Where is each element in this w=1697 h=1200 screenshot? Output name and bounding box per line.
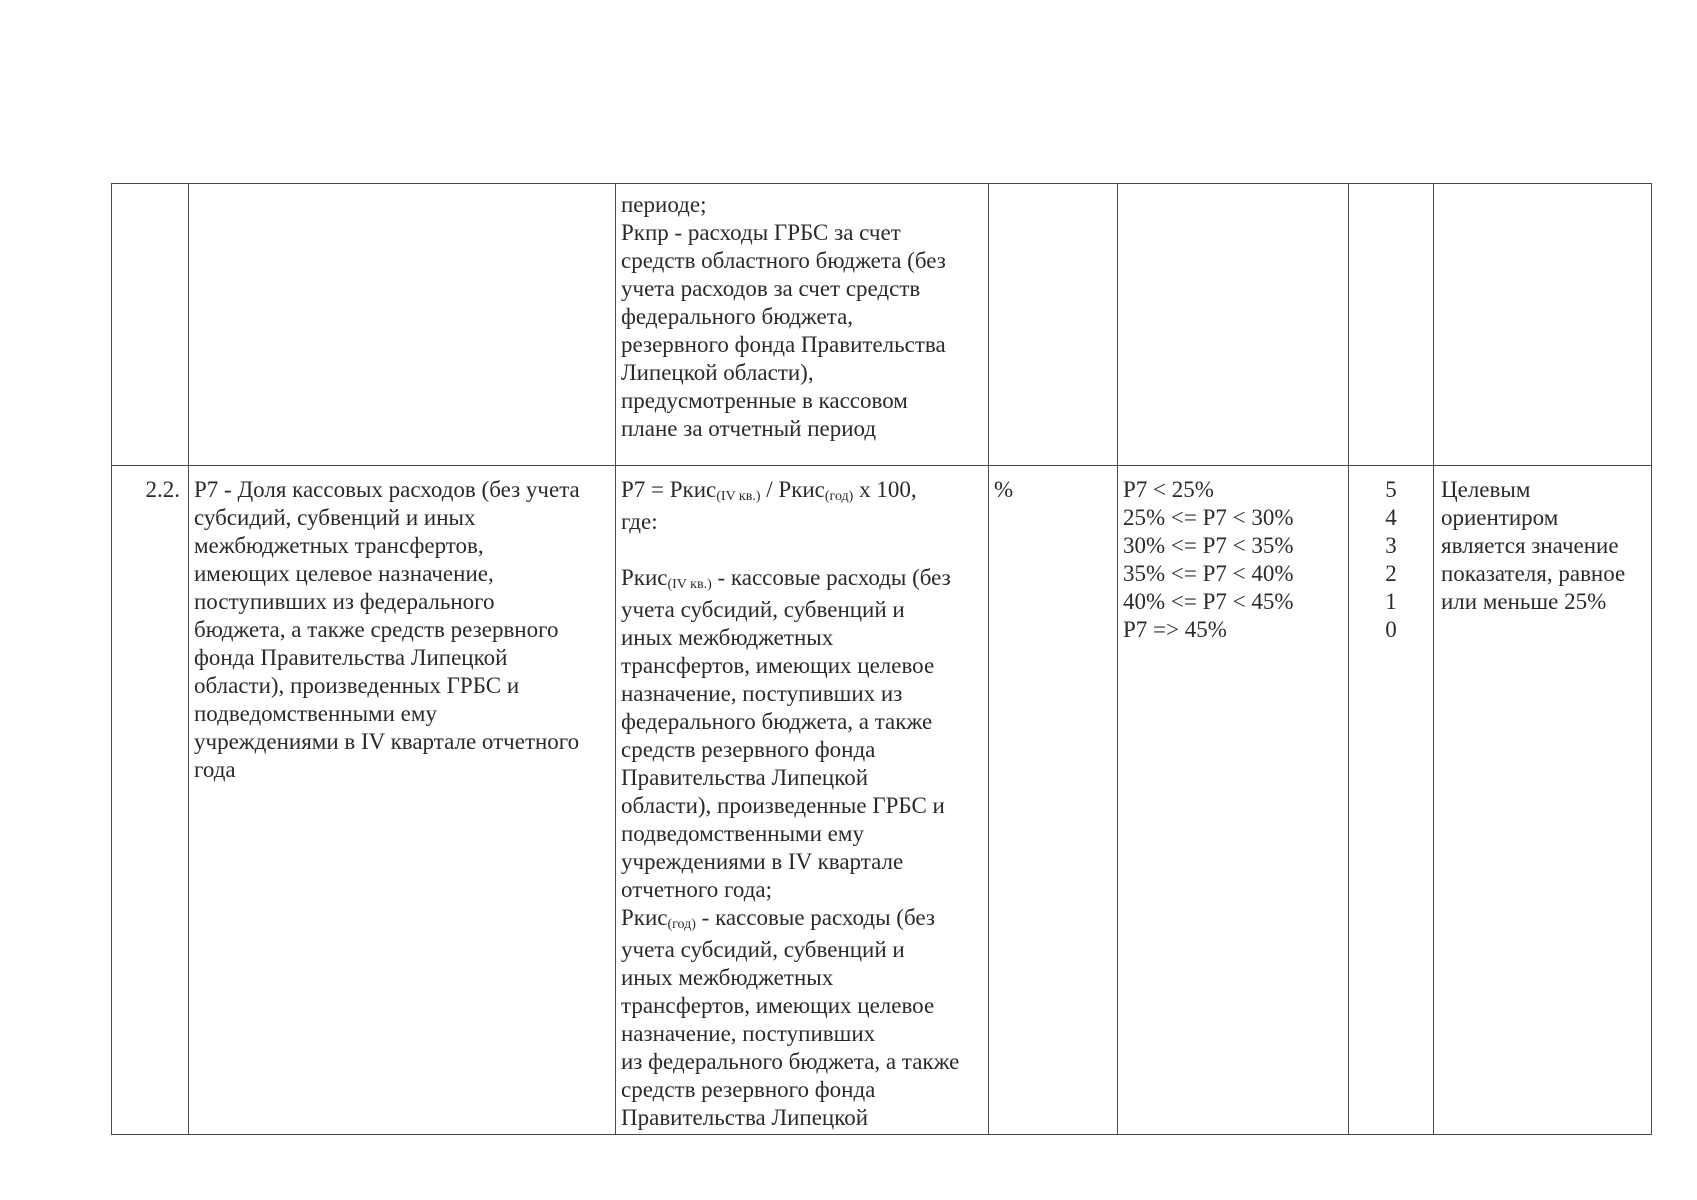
definition-line: иных межбюджетных — [621, 965, 834, 990]
formula-line: средств областного бюджета (без — [621, 248, 946, 273]
cell-ranges — [1118, 466, 1349, 1135]
indicator-line: межбюджетных трансфертов, — [194, 533, 484, 558]
range-line: 40% <= Р7 < 45% — [1123, 589, 1294, 614]
indicator-line: фонда Правительства Липецкой — [194, 645, 508, 670]
definition-line: назначение, поступивших — [621, 1021, 876, 1046]
target-line: или меньше 25% — [1441, 589, 1607, 614]
definition-text: - кассовые расходы (без — [695, 905, 935, 930]
range-line: 35% <= Р7 < 40% — [1123, 561, 1294, 586]
score-value: 5 — [1385, 477, 1397, 502]
indicator-line: бюджета, а также средств резервного — [194, 617, 559, 642]
formula-line: предусмотренные в кассовом — [621, 388, 908, 413]
cell-target — [1434, 184, 1652, 466]
cell-scores — [1349, 184, 1434, 466]
formula-line: федерального бюджета, — [621, 304, 854, 329]
formula-subscript: (год) — [824, 489, 854, 504]
definition-line: иных межбюджетных — [621, 625, 834, 650]
indicator-line: области), произведенных ГРБС и — [194, 673, 520, 698]
formula-main — [621, 476, 983, 508]
indicator-line: поступивших из федерального — [194, 589, 495, 614]
score-value: 2 — [1385, 561, 1397, 586]
indicator-line: имеющих целевое назначение, — [194, 561, 494, 586]
definition-line: трансфертов, имеющих целевое — [621, 653, 935, 678]
range-line: Р7 => 45% — [1123, 617, 1227, 642]
cell-number — [112, 184, 189, 466]
range-line: 30% <= Р7 < 35% — [1123, 533, 1294, 558]
definition-line: учета субсидий, субвенций и — [621, 597, 905, 622]
formula-text: Р7 = Ркис — [621, 477, 717, 502]
formula-line: учета расходов за счет средств — [621, 276, 921, 301]
range-line: Р7 < 25% — [1123, 477, 1214, 502]
target-line: является значение — [1441, 533, 1619, 558]
formula-text: х 100, — [853, 477, 917, 502]
score-value: 0 — [1385, 617, 1397, 642]
definition-text: - кассовые расходы (без — [711, 565, 951, 590]
target-line: показателя, равное — [1441, 561, 1626, 586]
definition-line: федерального бюджета, а также — [621, 709, 933, 734]
target-line: Целевым — [1441, 477, 1531, 502]
formula-line: периоде; — [621, 192, 707, 217]
formula-subscript: (IV кв.) — [716, 489, 761, 504]
indicator-line: подведомственными ему — [194, 701, 437, 726]
table-row — [112, 184, 1652, 466]
definition-term: Ркис — [621, 905, 668, 930]
criteria-table — [111, 183, 1652, 1135]
indicator-line: года — [194, 757, 236, 782]
cell-target — [1434, 466, 1652, 1135]
formula-where: где: — [621, 509, 658, 534]
row-number: 2.2. — [145, 477, 180, 502]
definition-line: трансфертов, имеющих целевое — [621, 993, 935, 1018]
definition-subscript: (IV кв.) — [667, 577, 712, 592]
definition-line: назначение, поступивших из — [621, 681, 903, 706]
formula-text: / Ркис — [760, 477, 825, 502]
definition-term: Ркис — [621, 565, 668, 590]
cell-number — [112, 466, 189, 1135]
unit-label: % — [994, 477, 1014, 502]
indicator-line: субсидий, субвенций и иных — [194, 505, 476, 530]
cell-indicator — [189, 184, 616, 466]
definition-subscript: (год) — [667, 917, 696, 932]
definition-line: подведомственными ему — [621, 821, 864, 846]
formula-line: резервного фонда Правительства — [621, 332, 946, 357]
formula-line: Липецкой области), — [621, 360, 814, 385]
range-line: 25% <= Р7 < 30% — [1123, 505, 1294, 530]
cell-formula — [616, 466, 989, 1135]
definition-head — [621, 564, 983, 596]
cell-formula — [616, 184, 989, 466]
definition-line: учета субсидий, субвенций и — [621, 937, 905, 962]
formula-line: Ркпр - расходы ГРБС за счет — [621, 220, 901, 245]
definition-line: средств резервного фонда — [621, 737, 876, 762]
definition-head — [621, 904, 983, 936]
score-value: 3 — [1385, 533, 1397, 558]
definition-line: средств резервного фонда — [621, 1077, 876, 1102]
cell-ranges — [1118, 184, 1349, 466]
cell-unit — [989, 184, 1118, 466]
definition-line: отчетного года; — [621, 877, 772, 902]
score-value: 1 — [1385, 589, 1397, 614]
definition-line: учреждениями в IV квартале — [621, 849, 904, 874]
definition-line: Правительства Липецкой — [621, 765, 869, 790]
indicator-line: Р7 - Доля кассовых расходов (без учета — [194, 477, 580, 502]
cell-scores — [1349, 466, 1434, 1135]
table-row — [112, 466, 1652, 1135]
score-value: 4 — [1385, 505, 1397, 530]
blank-line — [621, 536, 983, 564]
target-line: ориентиром — [1441, 505, 1559, 530]
cell-unit — [989, 466, 1118, 1135]
formula-line: плане за отчетный период — [621, 416, 877, 441]
definition-line: области), произведенные ГРБС и — [621, 793, 945, 818]
indicator-line: учреждениями в IV квартале отчетного — [194, 729, 580, 754]
cell-indicator — [189, 466, 616, 1135]
definition-line: Правительства Липецкой — [621, 1105, 869, 1130]
definition-line: из федерального бюджета, а также — [621, 1049, 960, 1074]
